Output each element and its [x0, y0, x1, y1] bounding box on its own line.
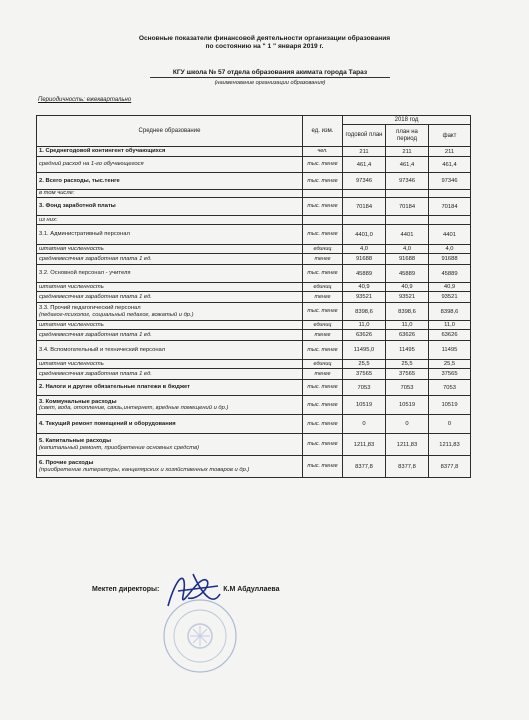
row-plan-value: 211: [343, 147, 386, 157]
row-plan-value: 40,9: [343, 283, 386, 292]
table-row: [37, 225, 471, 245]
row-name: [37, 303, 303, 321]
row-label: 3.4. Вспомогательный и технический персонал: [39, 346, 166, 353]
row-name: [37, 360, 303, 369]
table-row: [37, 283, 471, 292]
table-row: [37, 360, 471, 369]
column-header-fact: факт: [429, 125, 471, 147]
table-row: [37, 434, 471, 456]
row-unit: единиц: [303, 321, 343, 330]
row-label: средний расход на 1-го обучающегося: [39, 161, 144, 168]
row-unit: тенге: [303, 254, 343, 265]
row-unit: тыс. тенге: [303, 157, 343, 173]
row-unit: тыс. тенге: [303, 341, 343, 360]
row-period-value: 461,4: [386, 157, 429, 173]
column-header-unit: ед. изм.: [303, 116, 343, 147]
row-period-value: 37565: [386, 369, 429, 380]
row-unit: тыс. тенге: [303, 415, 343, 434]
organization-note: (наименование организации образования): [214, 80, 326, 86]
row-period-value: 10519: [386, 396, 429, 415]
row-period-value: 93521: [386, 292, 429, 303]
table-row: [37, 216, 471, 225]
row-fact-value: 4401: [429, 225, 471, 245]
row-name: [37, 380, 303, 396]
row-fact-value: 70184: [429, 198, 471, 216]
row-plan-value: 70184: [343, 198, 386, 216]
table-row: [37, 198, 471, 216]
row-period-value: 11,0: [386, 321, 429, 330]
row-label: штатная численность: [39, 283, 104, 290]
row-period-value: 7053: [386, 380, 429, 396]
row-fact-value: 11,0: [429, 321, 471, 330]
row-unit: тыс. тенге: [303, 303, 343, 321]
row-period-value: 70184: [386, 198, 429, 216]
row-fact-value: 93521: [429, 292, 471, 303]
row-period-value: 40,9: [386, 283, 429, 292]
table-row: [37, 415, 471, 434]
column-header-period: план на период: [386, 125, 429, 147]
organization-name: КГУ школа № 57 отдела образования акимата города Тараз: [150, 69, 390, 78]
row-period-value: 91688: [386, 254, 429, 265]
row-fact-value: 25,5: [429, 360, 471, 369]
row-label: из них:: [39, 216, 58, 223]
row-plan-value: 0: [343, 415, 386, 434]
column-header-year: 2018 год: [343, 116, 471, 125]
row-fact-value: 7053: [429, 380, 471, 396]
row-fact-value: 211: [429, 147, 471, 157]
column-header-plan: годовой план: [343, 125, 386, 147]
row-fact-value: 1211,83: [429, 434, 471, 456]
director-name: К.М Абдуллаева: [223, 586, 280, 593]
row-plan-value: 4,0: [343, 245, 386, 254]
row-plan-value: 4401,0: [343, 225, 386, 245]
row-unit: единиц: [303, 245, 343, 254]
row-plan-value: 45889: [343, 265, 386, 283]
row-name: [37, 415, 303, 434]
row-name: [37, 190, 303, 198]
row-period-value: 8398,6: [386, 303, 429, 321]
table-row: [37, 190, 471, 198]
row-sublabel: (педагог-психолог, социальный педагог, вожатый и др.): [39, 311, 194, 318]
table-row: [37, 292, 471, 303]
row-label: среднемесячная заработная плата 1 ед.: [39, 255, 152, 262]
financial-table: [36, 115, 471, 478]
row-label: 3.1. Административный персонал: [39, 231, 130, 238]
row-name: [37, 396, 303, 415]
row-label: среднемесячная заработная плата 1 ед.: [39, 370, 152, 377]
row-fact-value: 8377,8: [429, 456, 471, 478]
table-row: [37, 380, 471, 396]
row-name: [37, 434, 303, 456]
row-period-value: 11495: [386, 341, 429, 360]
row-label: 3. Фонд заработной платы: [39, 203, 116, 210]
table-row: [37, 341, 471, 360]
row-unit: тенге: [303, 330, 343, 341]
row-period-value: [386, 216, 429, 225]
row-period-value: 4,0: [386, 245, 429, 254]
row-period-value: 97346: [386, 173, 429, 190]
table-row: [37, 396, 471, 415]
row-unit: [303, 190, 343, 198]
column-header-name: Среднее образование: [37, 116, 303, 147]
row-period-value: 8377,8: [386, 456, 429, 478]
row-fact-value: 10519: [429, 396, 471, 415]
table-row: [37, 330, 471, 341]
row-unit: тенге: [303, 292, 343, 303]
row-fact-value: 4,0: [429, 245, 471, 254]
row-plan-value: 37565: [343, 369, 386, 380]
row-label: штатная численность: [39, 360, 104, 367]
row-fact-value: 63626: [429, 330, 471, 341]
row-period-value: 63626: [386, 330, 429, 341]
row-label: 2. Всего расходы, тыс.тенге: [39, 177, 120, 184]
director-label: Мектеп директоры:: [92, 586, 160, 593]
table-row: [37, 254, 471, 265]
row-fact-value: 11495: [429, 341, 471, 360]
row-name: [37, 283, 303, 292]
row-unit: [303, 216, 343, 225]
row-plan-value: 97346: [343, 173, 386, 190]
row-name: [37, 225, 303, 245]
row-period-value: [386, 190, 429, 198]
row-plan-value: 91688: [343, 254, 386, 265]
row-fact-value: 45889: [429, 265, 471, 283]
row-plan-value: 7053: [343, 380, 386, 396]
row-label: 6. Прочие расходы: [39, 460, 94, 467]
row-unit: тыс. тенге: [303, 225, 343, 245]
row-unit: единиц: [303, 360, 343, 369]
row-plan-value: 11,0: [343, 321, 386, 330]
row-sublabel: (приобретение литературы, канцелярских и хозяйственных товаров и др.): [39, 466, 250, 473]
row-name: [37, 321, 303, 330]
row-plan-value: 1211,83: [343, 434, 386, 456]
table-row: [37, 173, 471, 190]
row-unit: тыс. тенге: [303, 380, 343, 396]
row-name: [37, 369, 303, 380]
row-unit: тыс. тенге: [303, 396, 343, 415]
row-period-value: 1211,83: [386, 434, 429, 456]
table-row: [37, 147, 471, 157]
row-period-value: 4401: [386, 225, 429, 245]
report-date: по состоянию на " 1 " января 2019 г.: [205, 43, 324, 50]
row-plan-value: 93521: [343, 292, 386, 303]
row-label: штатная численность: [39, 321, 104, 328]
row-name: [37, 330, 303, 341]
row-label: 2. Налоги и другие обязательные платежи в бюджет: [39, 384, 191, 391]
row-plan-value: 25,5: [343, 360, 386, 369]
row-period-value: 45889: [386, 265, 429, 283]
row-label: 4. Текущий ремонт помещений и оборудования: [39, 420, 176, 427]
row-name: [37, 157, 303, 173]
row-name: [37, 341, 303, 360]
row-fact-value: 37565: [429, 369, 471, 380]
row-unit: тенге: [303, 369, 343, 380]
row-label: штатная численность: [39, 245, 104, 252]
row-name: [37, 147, 303, 157]
row-label: 5. Капитальные расходы: [39, 438, 112, 445]
row-name: [37, 265, 303, 283]
row-period-value: 211: [386, 147, 429, 157]
row-fact-value: [429, 190, 471, 198]
row-label: в том числе:: [39, 190, 75, 197]
row-fact-value: 461,4: [429, 157, 471, 173]
row-label: 3. Коммунальные расходы: [39, 398, 117, 405]
row-fact-value: 8398,6: [429, 303, 471, 321]
row-label: среднемесячная заработная плата 1 ед.: [39, 293, 152, 300]
row-period-value: 25,5: [386, 360, 429, 369]
table-row: [37, 303, 471, 321]
row-label: среднемесячная заработная плата 1 ед.: [39, 331, 152, 338]
row-label: 1. Среднегодовой контингент обучающихся: [39, 148, 166, 155]
row-plan-value: 63626: [343, 330, 386, 341]
row-name: [37, 173, 303, 190]
report-title: Основные показатели финансовой деятельности организации образования: [138, 35, 391, 42]
row-plan-value: 11495,0: [343, 341, 386, 360]
row-sublabel: (капитальный ремонт, приобретение основных средств): [39, 444, 200, 451]
row-unit: тыс. тенге: [303, 434, 343, 456]
row-name: [37, 292, 303, 303]
table-row: [37, 321, 471, 330]
periodicity: Периодичность: ежеквартально: [38, 97, 132, 103]
row-fact-value: 40,9: [429, 283, 471, 292]
row-plan-value: 8377,8: [343, 456, 386, 478]
row-plan-value: 461,4: [343, 157, 386, 173]
row-name: [37, 456, 303, 478]
row-label: 3.3. Прочий педагогический персонал: [39, 305, 141, 312]
row-name: [37, 254, 303, 265]
table-row: [37, 369, 471, 380]
table-row: [37, 265, 471, 283]
row-plan-value: [343, 190, 386, 198]
table-row: [37, 245, 471, 254]
row-unit: чел.: [303, 147, 343, 157]
row-name: [37, 198, 303, 216]
row-plan-value: [343, 216, 386, 225]
row-name: [37, 216, 303, 225]
row-period-value: 0: [386, 415, 429, 434]
row-fact-value: [429, 216, 471, 225]
row-plan-value: 10519: [343, 396, 386, 415]
table-row: [37, 456, 471, 478]
row-fact-value: 0: [429, 415, 471, 434]
organization-stamp: [160, 596, 240, 676]
row-fact-value: 91688: [429, 254, 471, 265]
row-unit: единиц: [303, 283, 343, 292]
row-unit: тыс. тенге: [303, 456, 343, 478]
row-fact-value: 97346: [429, 173, 471, 190]
row-unit: тыс. тенге: [303, 173, 343, 190]
row-name: [37, 245, 303, 254]
row-sublabel: (свет, вода, отопление, связь,интернет, вредные помещений и др.): [39, 405, 229, 411]
row-label: 3.2. Основной персонал - учителя: [39, 270, 131, 277]
table-row: [37, 157, 471, 173]
row-unit: тыс. тенге: [303, 198, 343, 216]
row-unit: тыс. тенге: [303, 265, 343, 283]
row-plan-value: 8398,6: [343, 303, 386, 321]
